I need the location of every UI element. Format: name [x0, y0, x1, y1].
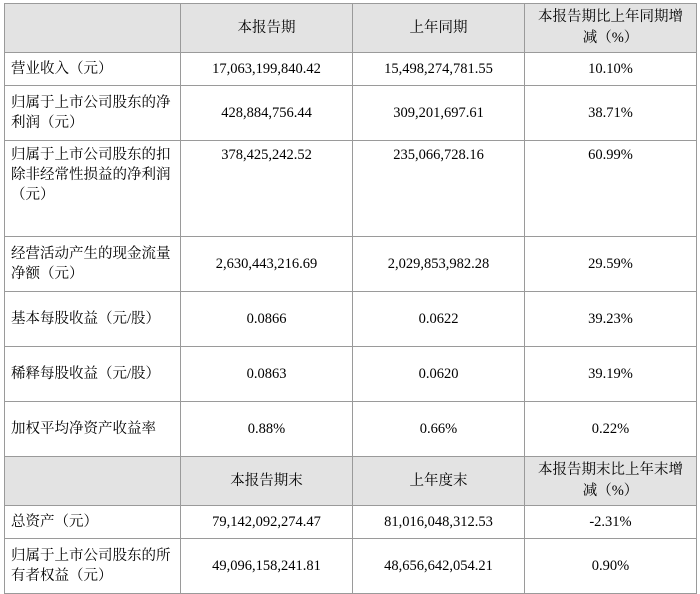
- cell-net-profit-deducted-current: 378,425,242.52: [181, 141, 353, 237]
- cell-diluted-eps-change: 39.19%: [525, 347, 697, 402]
- row-label-weighted-roe: 加权平均净资产收益率: [5, 402, 181, 457]
- cell-net-profit-change: 38.71%: [525, 86, 697, 141]
- table-row: [5, 347, 697, 402]
- header-cell-period-change: 本报告期比上年同期增减（%）: [525, 4, 697, 53]
- table-row: [5, 237, 697, 292]
- cell-total-assets-change: -2.31%: [525, 506, 697, 539]
- cell-equity-current: 49,096,158,241.81: [181, 539, 353, 594]
- cell-revenue-change: 10.10%: [525, 53, 697, 86]
- cell-weighted-roe-current: 0.88%: [181, 402, 353, 457]
- row-label-diluted-eps: 稀释每股收益（元/股）: [5, 347, 181, 402]
- cell-diluted-eps-previous: 0.0620: [353, 347, 525, 402]
- cell-net-profit-current: 428,884,756.44: [181, 86, 353, 141]
- cell-weighted-roe-previous: 0.66%: [353, 402, 525, 457]
- cell-total-assets-previous: 81,016,048,312.53: [353, 506, 525, 539]
- header-cell-previous-period: 上年同期: [353, 4, 525, 53]
- row-label-operating-cashflow: 经营活动产生的现金流量净额（元）: [5, 237, 181, 292]
- table-row: [5, 292, 697, 347]
- cell-net-profit-deducted-previous: 235,066,728.16: [353, 141, 525, 237]
- cell-total-assets-current: 79,142,092,274.47: [181, 506, 353, 539]
- cell-basic-eps-change: 39.23%: [525, 292, 697, 347]
- cell-equity-previous: 48,656,642,054.21: [353, 539, 525, 594]
- header-cell-previous-year-end: 上年度末: [353, 457, 525, 506]
- table-row: [5, 141, 697, 237]
- header-cell-balance-change: 本报告期末比上年末增减（%）: [525, 457, 697, 506]
- row-label-equity: 归属于上市公司股东的所有者权益（元）: [5, 539, 181, 594]
- table-row: [5, 506, 697, 539]
- header-cell-current-period: 本报告期: [181, 4, 353, 53]
- header-cell-blank: [5, 4, 181, 53]
- financial-summary-sheet: [0, 3, 700, 584]
- cell-revenue-current: 17,063,199,840.42: [181, 53, 353, 86]
- cell-revenue-previous: 15,498,274,781.55: [353, 53, 525, 86]
- row-label-net-profit: 归属于上市公司股东的净利润（元）: [5, 86, 181, 141]
- header-cell-current-period-end: 本报告期末: [181, 457, 353, 506]
- cell-basic-eps-current: 0.0866: [181, 292, 353, 347]
- financial-summary-table: [4, 3, 697, 594]
- table-row: [5, 539, 697, 594]
- cell-diluted-eps-current: 0.0863: [181, 347, 353, 402]
- table-row: [5, 53, 697, 86]
- table-row: [5, 86, 697, 141]
- row-label-revenue: 营业收入（元）: [5, 53, 181, 86]
- row-label-basic-eps: 基本每股收益（元/股）: [5, 292, 181, 347]
- cell-weighted-roe-change: 0.22%: [525, 402, 697, 457]
- cell-operating-cashflow-previous: 2,029,853,982.28: [353, 237, 525, 292]
- row-label-net-profit-deducted: 归属于上市公司股东的扣除非经常性损益的净利润（元）: [5, 141, 181, 237]
- cell-net-profit-deducted-change: 60.99%: [525, 141, 697, 237]
- cell-operating-cashflow-current: 2,630,443,216.69: [181, 237, 353, 292]
- table-header-row-balance: [5, 457, 697, 506]
- cell-operating-cashflow-change: 29.59%: [525, 237, 697, 292]
- row-label-total-assets: 总资产（元）: [5, 506, 181, 539]
- cell-equity-change: 0.90%: [525, 539, 697, 594]
- table-row: [5, 402, 697, 457]
- table-header-row-period: [5, 4, 697, 53]
- cell-basic-eps-previous: 0.0622: [353, 292, 525, 347]
- cell-net-profit-previous: 309,201,697.61: [353, 86, 525, 141]
- header-cell-blank-2: [5, 457, 181, 506]
